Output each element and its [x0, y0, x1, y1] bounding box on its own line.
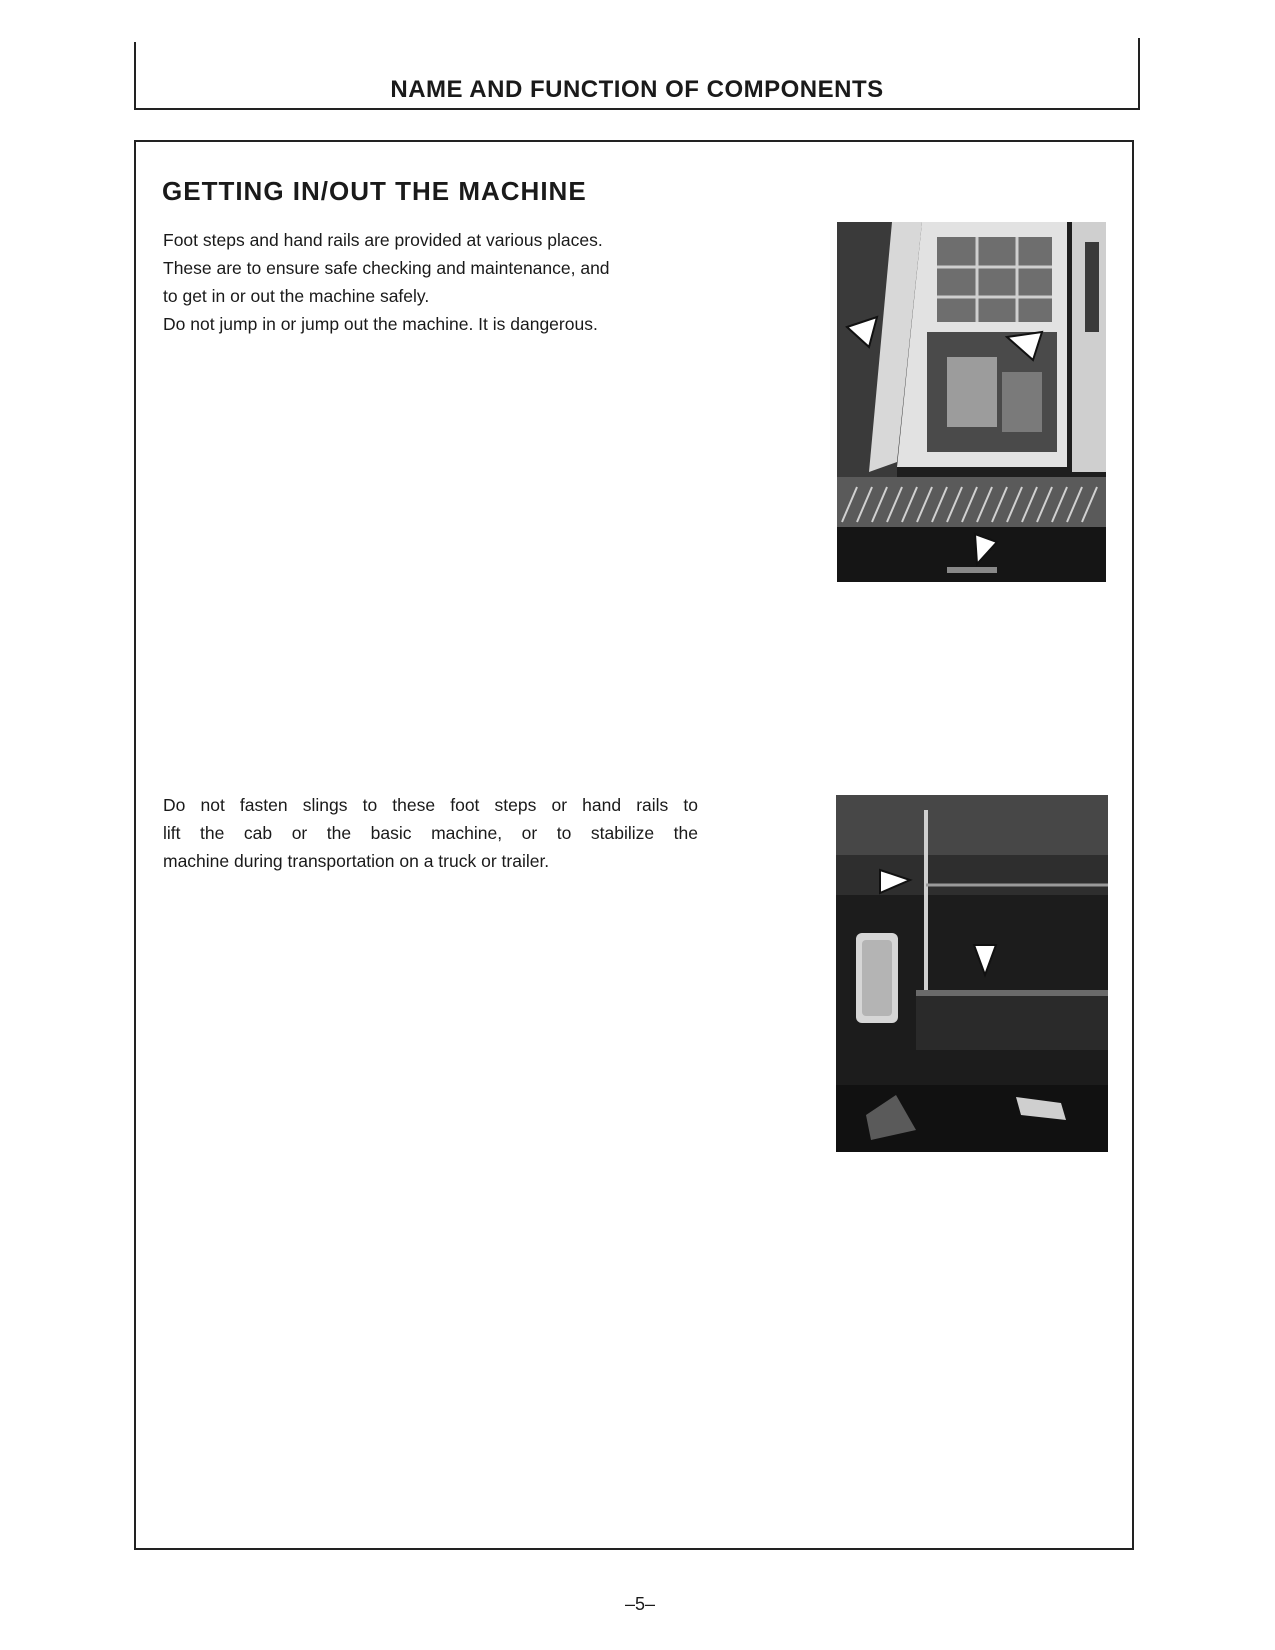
- handrail-footstep-photo-drawing: [836, 795, 1108, 1152]
- paragraph-line: machine during transportation on a truck or trailer.: [163, 851, 550, 871]
- cab-entry-photo: [837, 222, 1106, 582]
- paragraph-line: Do not fasten slings to these foot steps or hand rails to: [163, 795, 698, 815]
- page-number: –5–: [624, 1594, 656, 1614]
- paragraph-line: Do not jump in or jump out the machine. It is dangerous.: [163, 314, 598, 334]
- cab-entry-photo-drawing: [837, 222, 1106, 582]
- header-rule-bottom: [134, 108, 1140, 110]
- paragraph-sling-warning: [163, 791, 698, 875]
- section-header: NAME AND FUNCTION OF COMPONENTS: [390, 76, 884, 103]
- paragraph-line: Foot steps and hand rails are provided at various places.: [163, 230, 603, 250]
- paragraph-steps-and-rails: [163, 226, 698, 338]
- paragraph-line: These are to ensure safe checking and maintenance, and: [163, 258, 610, 278]
- paragraph-line: to get in or out the machine safely.: [163, 286, 430, 306]
- handrail-footstep-photo: [836, 795, 1108, 1152]
- paragraph-line: lift the cab or the basic machine, or to stabilize the: [163, 823, 698, 843]
- page-heading: GETTING IN/OUT THE MACHINE: [162, 176, 587, 206]
